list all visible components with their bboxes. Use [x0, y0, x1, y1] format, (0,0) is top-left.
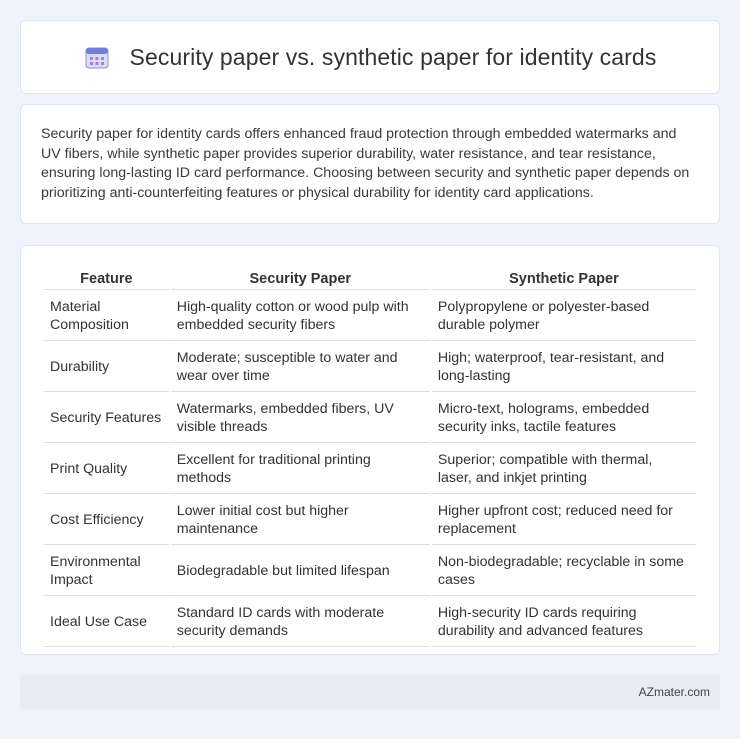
table-row — [44, 496, 696, 545]
table-row — [44, 547, 696, 596]
security-paper-cell: Watermarks, embedded fibers, UV visible threads — [171, 394, 430, 443]
feature-cell: Durability — [44, 343, 169, 392]
calendar-icon — [84, 44, 110, 70]
synthetic-paper-cell: Micro-text, holograms, embedded security inks, tactile features — [432, 394, 696, 443]
footer-site-label[interactable]: AZmater.com — [638, 685, 710, 699]
feature-cell: Ideal Use Case — [44, 598, 169, 647]
synthetic-paper-cell: Polypropylene or polyester-based durable polymer — [432, 292, 696, 341]
table-row — [44, 394, 696, 443]
table-row — [44, 598, 696, 647]
feature-cell: Cost Efficiency — [44, 496, 169, 545]
synthetic-paper-cell: High; waterproof, tear-resistant, and long-lasting — [432, 343, 696, 392]
feature-cell: Print Quality — [44, 445, 169, 494]
security-paper-cell: Moderate; susceptible to water and wear over time — [171, 343, 430, 392]
table-row — [44, 343, 696, 392]
security-paper-cell: Lower initial cost but higher maintenance — [171, 496, 430, 545]
synthetic-paper-cell: Higher upfront cost; reduced need for replacement — [432, 496, 696, 545]
feature-cell: Environmental Impact — [44, 547, 169, 596]
intro-text: Security paper for identity cards offers enhanced fraud protection through embedded watermarks and UV fibers, while synthetic paper provides superior durability, water resistance, and tear resistance, ensuring long-lasting ID card performance. Choosing between security and synthetic paper depends on prioritizing anti-counterfeiting features or physical durability for identity card applications. — [41, 126, 690, 201]
security-paper-cell: Standard ID cards with moderate security demands — [171, 598, 430, 647]
header-feature: Feature — [44, 268, 169, 290]
feature-cell: Material Composition — [44, 292, 169, 341]
security-paper-cell: High-quality cotton or wood pulp with embedded security fibers — [171, 292, 430, 341]
table-row — [44, 445, 696, 494]
security-paper-cell: Biodegradable but limited lifespan — [171, 547, 430, 596]
table-header-row — [44, 268, 696, 290]
header-synthetic-paper: Synthetic Paper — [432, 268, 696, 290]
page-title: Security paper vs. synthetic paper for identity cards — [129, 43, 657, 70]
intro-card — [20, 104, 720, 224]
security-paper-cell: Excellent for traditional printing methods — [171, 445, 430, 494]
feature-cell: Security Features — [44, 394, 169, 443]
header-security-paper: Security Paper — [171, 268, 430, 290]
synthetic-paper-cell: Superior; compatible with thermal, laser, and inkjet printing — [432, 445, 696, 494]
footer — [20, 675, 720, 709]
synthetic-paper-cell: High-security ID cards requiring durability and advanced features — [432, 598, 696, 647]
title-card — [20, 20, 720, 94]
table-row — [44, 292, 696, 341]
comparison-table — [42, 266, 698, 649]
table-card — [20, 245, 720, 655]
synthetic-paper-cell: Non-biodegradable; recyclable in some cases — [432, 547, 696, 596]
